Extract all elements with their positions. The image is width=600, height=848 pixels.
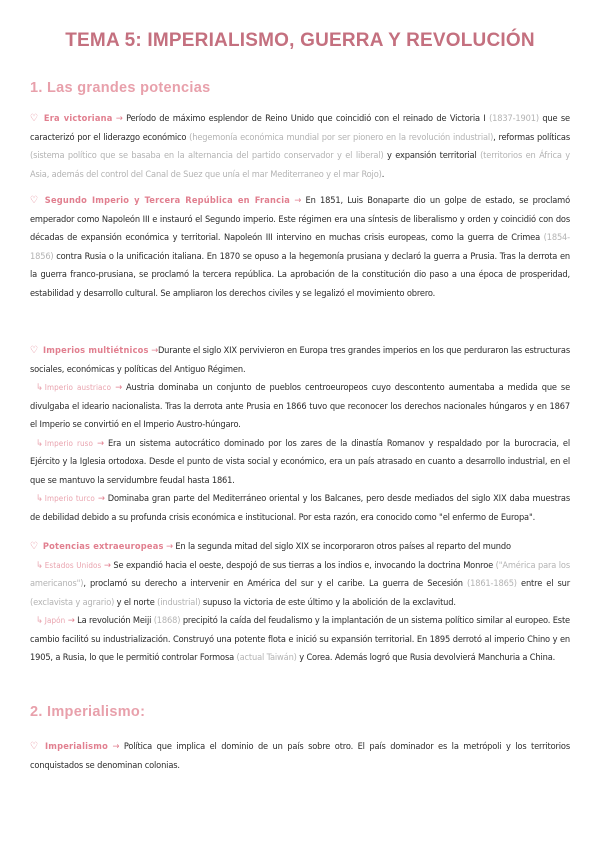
term-era-victoriana: Era victoriana — [43, 113, 113, 124]
return-hook-icon: ↳ — [36, 382, 43, 393]
text: que se caracterizó por el liderazgo económico — [30, 113, 570, 143]
text: Se expandió hacia el oeste, despojó de sus tierras a los indios e, invocando la doctrina Monroe — [110, 559, 496, 571]
section-1-heading: 1. Las grandes potencias — [30, 80, 211, 96]
text: Austria dominaba un conjunto de pueblos centroeuropeos cuyo descontento aumentaba a medida que se divulgaba el ideario nacionalista. Tras la derrota ante Prusia en 1866 tuvo que reconocer los derechos nacionales húngaros y en 1867 el Imperio se convirtió en el Imperio Austro-húngaro. — [30, 382, 571, 430]
return-hook-icon: ↳ — [36, 437, 43, 449]
right-arrow-icon: → — [112, 741, 120, 752]
return-hook-icon: ↳ — [36, 559, 43, 571]
note: ("América para los americanos") — [30, 559, 570, 589]
imperialismo-paragraph — [30, 738, 570, 775]
term-japon: Japón — [44, 616, 66, 625]
right-arrow-icon: → — [166, 541, 173, 552]
text: Período de máximo esplendor de Reino Unido que coincidió con el reinado de Victoria I — [122, 113, 490, 124]
text: Era un sistema autocrático dominado por los zares de la dinastía Romanov y respaldado por la burocracia, el Ejército y la Iglesia ortodoxa. Desde el punto de vista social y económico, era un país atrasado en cuanto a desarrollo industrial, en el que se mantuvo la servidumbre feudal hasta 1861. — [30, 437, 570, 486]
return-hook-icon: ↳ — [36, 615, 43, 626]
note: (sistema político que se basaba en la alternancia del partido conservador y el liberal) — [30, 150, 384, 161]
right-arrow-icon: → — [97, 437, 104, 449]
text: , reformas políticas — [493, 131, 570, 143]
note: (hegemonía económica mundial por ser pionero en la revolución industrial) — [189, 131, 494, 143]
multietnicos-paragraph — [30, 342, 570, 527]
right-arrow-icon: → — [115, 382, 122, 393]
heart-outline-icon: ♡ — [30, 541, 38, 552]
section-2-heading: 2. Imperialismo: — [30, 704, 146, 720]
victoriana-paragraph — [30, 110, 570, 184]
text: Política que implica el dominio de un país sobre otro. El país dominador es la metrópoli y los territorios conquistados se denominan colonias. — [30, 741, 570, 771]
note: (industrial) — [157, 596, 201, 608]
return-hook-icon: ↳ — [36, 493, 43, 504]
note: (1861-1865) — [467, 578, 517, 589]
text: Durante el siglo XIX pervivieron en Europa tres grandes imperios en los que perduraron las estructuras sociales, económicas y políticas del Antiguo Régimen. — [30, 345, 570, 375]
heart-outline-icon: ♡ — [30, 195, 40, 206]
text: Dominaba gran parte del Mediterráneo oriental y los Balcanes, pero desde mediados del siglo XIX daba muestras de debilidad debido a su profunda crisis económica e institucional. Por esta razón, era conocido como "el enfermo de Europa". — [30, 493, 570, 523]
text: . — [381, 168, 385, 180]
heart-outline-icon: ♡ — [30, 741, 40, 752]
segundo-imperio-paragraph — [30, 192, 570, 303]
text: En 1851, Luis Bonaparte dio un golpe de estado, se proclamó emperador como Napoleón III e instauró el Segundo imperio. Este régimen era una síntesis de liberalismo y orden y coincidió con dos décadas de expansión económica y territorial. Napoleón III intervino en muchas crisis europeas, como la guerra de Crimea — [30, 195, 570, 243]
term-imperio-turco: Imperio turco — [44, 494, 95, 503]
text: y expansión territorial — [383, 150, 481, 161]
text: y el norte — [114, 596, 158, 608]
term-estados-unidos: Estados Unidos — [44, 560, 102, 570]
extraeuropeas-paragraph — [30, 538, 570, 668]
right-arrow-icon: → — [294, 195, 302, 206]
note: (exclavista y agrario) — [30, 596, 115, 608]
right-arrow-icon: → — [151, 345, 158, 356]
right-arrow-icon: → — [67, 615, 75, 626]
text: y Corea. Además logró que Rusia devolvierá Manchuria a China. — [296, 652, 556, 663]
right-arrow-icon: → — [115, 113, 123, 124]
text: precipitó la caída del feudalismo y la implantación de un sistema político similar al europeo. Este cambio facilitó su industrialización. Construyó una potente flota e inició su expansión territorial. En 1895 derrotó al imperio Chino y en 1905, a Rusia, lo que le permitió controlar Formosa — [30, 615, 570, 663]
page-title: TEMA 5: IMPERIALISMO, GUERRA Y REVOLUCIÓN — [65, 30, 535, 51]
term-imperio-austriaco: Imperio austriaco — [44, 383, 112, 392]
term-potencias-extraeuropeas: Potencias extraeuropeas — [42, 541, 164, 552]
heart-outline-icon: ♡ — [30, 113, 39, 124]
note: (1837-1901) — [489, 113, 539, 124]
text: entre el sur — [516, 578, 570, 589]
note: (1868) — [153, 615, 181, 626]
text: contra Rusia o la unificación italiana. En 1870 se opuso a la hegemonía prusiana y declaró la guerra a Prusia. Tras la derrota en la guerra franco-prusiana, se proclamó la tercera república. La aprobación de la constitución dio paso a una época de prosperidad, estabilidad y desarrollo cultural. Se ampliaron los derechos civiles y se legalizó el movimiento obrero. — [30, 250, 570, 299]
term-imperio-ruso: Imperio ruso — [44, 438, 94, 448]
note: (1854-1856) — [30, 232, 570, 262]
term-imperios-multietnicos: Imperios multiétnicos — [42, 345, 149, 356]
text: supuso la victoria de este último y la abolición de la exclavitud. — [200, 596, 456, 608]
right-arrow-icon: → — [97, 493, 105, 504]
right-arrow-icon: → — [103, 559, 111, 571]
term-imperialismo: Imperialismo — [44, 741, 108, 752]
term-segundo-imperio: Segundo Imperio y Tercera República en Francia — [44, 195, 291, 206]
text: La revolución Meiji — [74, 615, 154, 626]
note: (actual Taiwán) — [236, 652, 297, 663]
heart-outline-icon: ♡ — [30, 345, 38, 356]
text: , proclamó su derecho a intervenir en América del sur y el caribe. La guerra de Secesión — [83, 578, 468, 589]
note: (territorios en África y Asia, además del control del Canal de Suez que unía el mar Mediterraneo y el mar Rojo) — [30, 150, 570, 180]
text: En la segunda mitad del siglo XIX se incorporaron otros países al reparto del mundo — [172, 541, 511, 552]
